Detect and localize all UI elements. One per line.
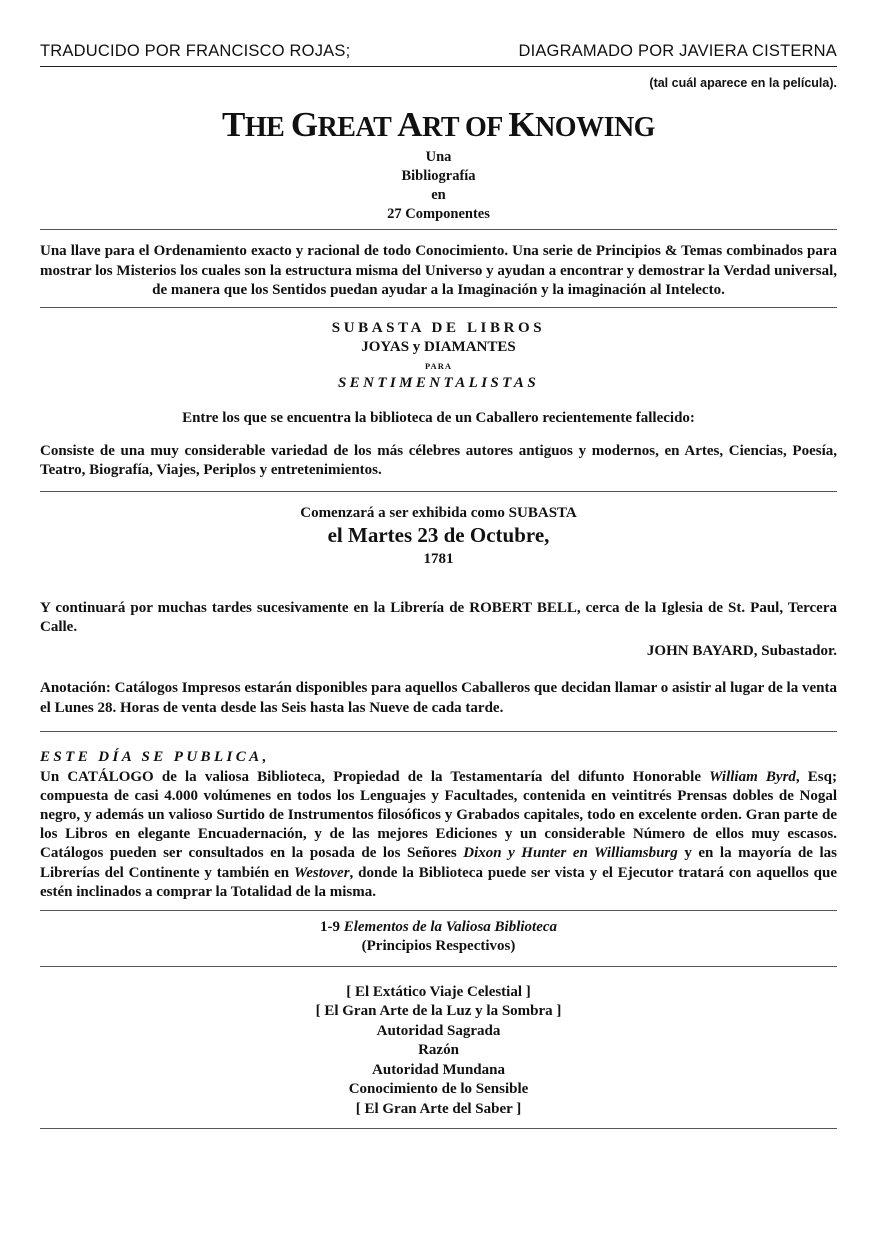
- auction-subheading: JOYAS y DIAMANTES: [361, 339, 516, 355]
- continues-paragraph: Y continuará por muchas tardes sucesivamente en la Librería de ROBERT BELL, cerca de la Iglesia de St. Paul, Tercera Calle.: [40, 599, 837, 635]
- elements-title: Elementos de la Valiosa Biblioteca: [343, 918, 558, 935]
- auction-audience: SENTIMENTALISTAS: [337, 374, 540, 391]
- elements-subheading: (Principios Respectivos): [361, 938, 516, 955]
- auctioneer-signature: JOHN BAYARD, Subastador.: [646, 642, 837, 659]
- title-line-una: Una: [425, 149, 452, 165]
- published-italic: Dixon y Hunter en Williamsburg: [463, 845, 678, 862]
- designer-credit: DIAGRAMADO POR JAVIERA CISTERNA: [518, 42, 837, 60]
- title-line-en: en: [431, 187, 446, 203]
- divider: [40, 1128, 837, 1129]
- list-item: [ El Extático Viaje Celestial ]: [346, 983, 531, 1000]
- title-cap: T: [222, 105, 245, 144]
- title-cap: G: [290, 105, 318, 144]
- divider: [40, 966, 837, 967]
- list-item: [ El Gran Arte del Saber ]: [355, 1100, 522, 1117]
- exhibit-year: 1781: [423, 551, 454, 567]
- divider: [40, 229, 837, 230]
- translator-credit: TRADUCIDO POR FRANCISCO ROJAS;: [40, 42, 351, 60]
- auction-consists: Consiste de una muy considerable variedad de los más célebres autores antiguos y modernos, en Artes, Ciencias, Poesía, Teatro, Biografía, Viajes, Periplos y entretenimientos.: [40, 442, 837, 478]
- published-paragraph: [40, 768, 837, 902]
- published-text: y en la mayoría de las Librerías del Continente y también en: [40, 845, 838, 881]
- title-small: REAT: [317, 112, 398, 143]
- elements-heading: [40, 918, 837, 938]
- divider: [40, 910, 837, 911]
- credits-divider: [40, 66, 837, 67]
- title-small: RT OF: [422, 112, 509, 143]
- published-text: , donde la Biblioteca puede ser vista y el Ejecutor tratará con aquellos que estén inclinados a comprar la Totalidad de la misma.: [40, 864, 837, 900]
- credits-line: [40, 40, 837, 62]
- title-cap: A: [397, 105, 423, 144]
- film-note: (tal cuál aparece en la película).: [649, 76, 837, 90]
- divider: [40, 491, 837, 492]
- list-item: Razón: [418, 1042, 459, 1059]
- auction-heading: SUBASTA DE LIBROS: [331, 319, 546, 336]
- auction-para: PARA: [425, 360, 452, 371]
- title-line-componentes: 27 Componentes: [387, 206, 490, 222]
- annotation-paragraph: Anotación: Catálogos Impresos estarán disponibles para aquellos Caballeros que decidan llamar o asistir al lugar de la venta el Lunes 28. Horas de venta desde las Seis hasta las Nueve de cada tarde.: [40, 680, 837, 716]
- exhibit-date: el Martes 23 de Octubre,: [327, 523, 550, 547]
- title-small: NOWING: [535, 112, 655, 143]
- published-heading: ESTE DÍA SE PUBLICA,: [40, 749, 270, 765]
- page-title: [40, 107, 837, 146]
- list-item: Conocimiento de lo Sensible: [348, 1081, 529, 1098]
- title-cap: K: [508, 105, 536, 144]
- divider: [40, 307, 837, 308]
- divider: [40, 731, 837, 732]
- document-page: [40, 40, 837, 1129]
- intro-paragraph: Una llave para el Ordenamiento exacto y racional de todo Conocimiento. Una serie de Principios & Temas combinados para mostrar los Misterios los cuales son la estructura misma del Universo y ayudan a encontrar y demostrar la Verdad universal, de manera que los Sentidos puedan ayudar a la Imaginación y la imaginación al Intelecto.: [40, 243, 837, 298]
- published-italic: Westover: [294, 864, 350, 881]
- list-item: Autoridad Sagrada: [376, 1022, 501, 1039]
- published-text: , Esq; compuesta de casi 4.000 volúmenes en todos los Lenguajes y Facultades, contenida en veintitrés Prensas dobles de Nogal negro, y además un valioso Surtido de Instrumentos filosóficos y Grabados capitales, todo en excelente orden. Gran parte de los Libros en elegante Encuadernación, y de las mejores Ediciones y un considerable Número de ellos muy escasos. Catálogos pueden ser consultados en la posada de los Señores: [40, 768, 837, 862]
- list-item: [ El Gran Arte de la Luz y la Sombra ]: [315, 1003, 562, 1020]
- published-text: Un CATÁLOGO de la valiosa Biblioteca, Propiedad de la Testamentaría del difunto Honorable: [40, 768, 710, 785]
- published-italic: William Byrd: [709, 768, 796, 785]
- title-small: HE: [244, 112, 291, 143]
- title-line-bibliografia: Bibliografía: [401, 168, 476, 184]
- exhibit-line: Comenzará a ser exhibida como SUBASTA: [300, 504, 577, 521]
- elements-list: [40, 983, 837, 1120]
- auction-among: Entre los que se encuentra la biblioteca de un Caballero recientemente fallecido:: [182, 410, 695, 426]
- list-item: Autoridad Mundana: [372, 1061, 505, 1078]
- elements-prefix: 1-9: [319, 918, 344, 935]
